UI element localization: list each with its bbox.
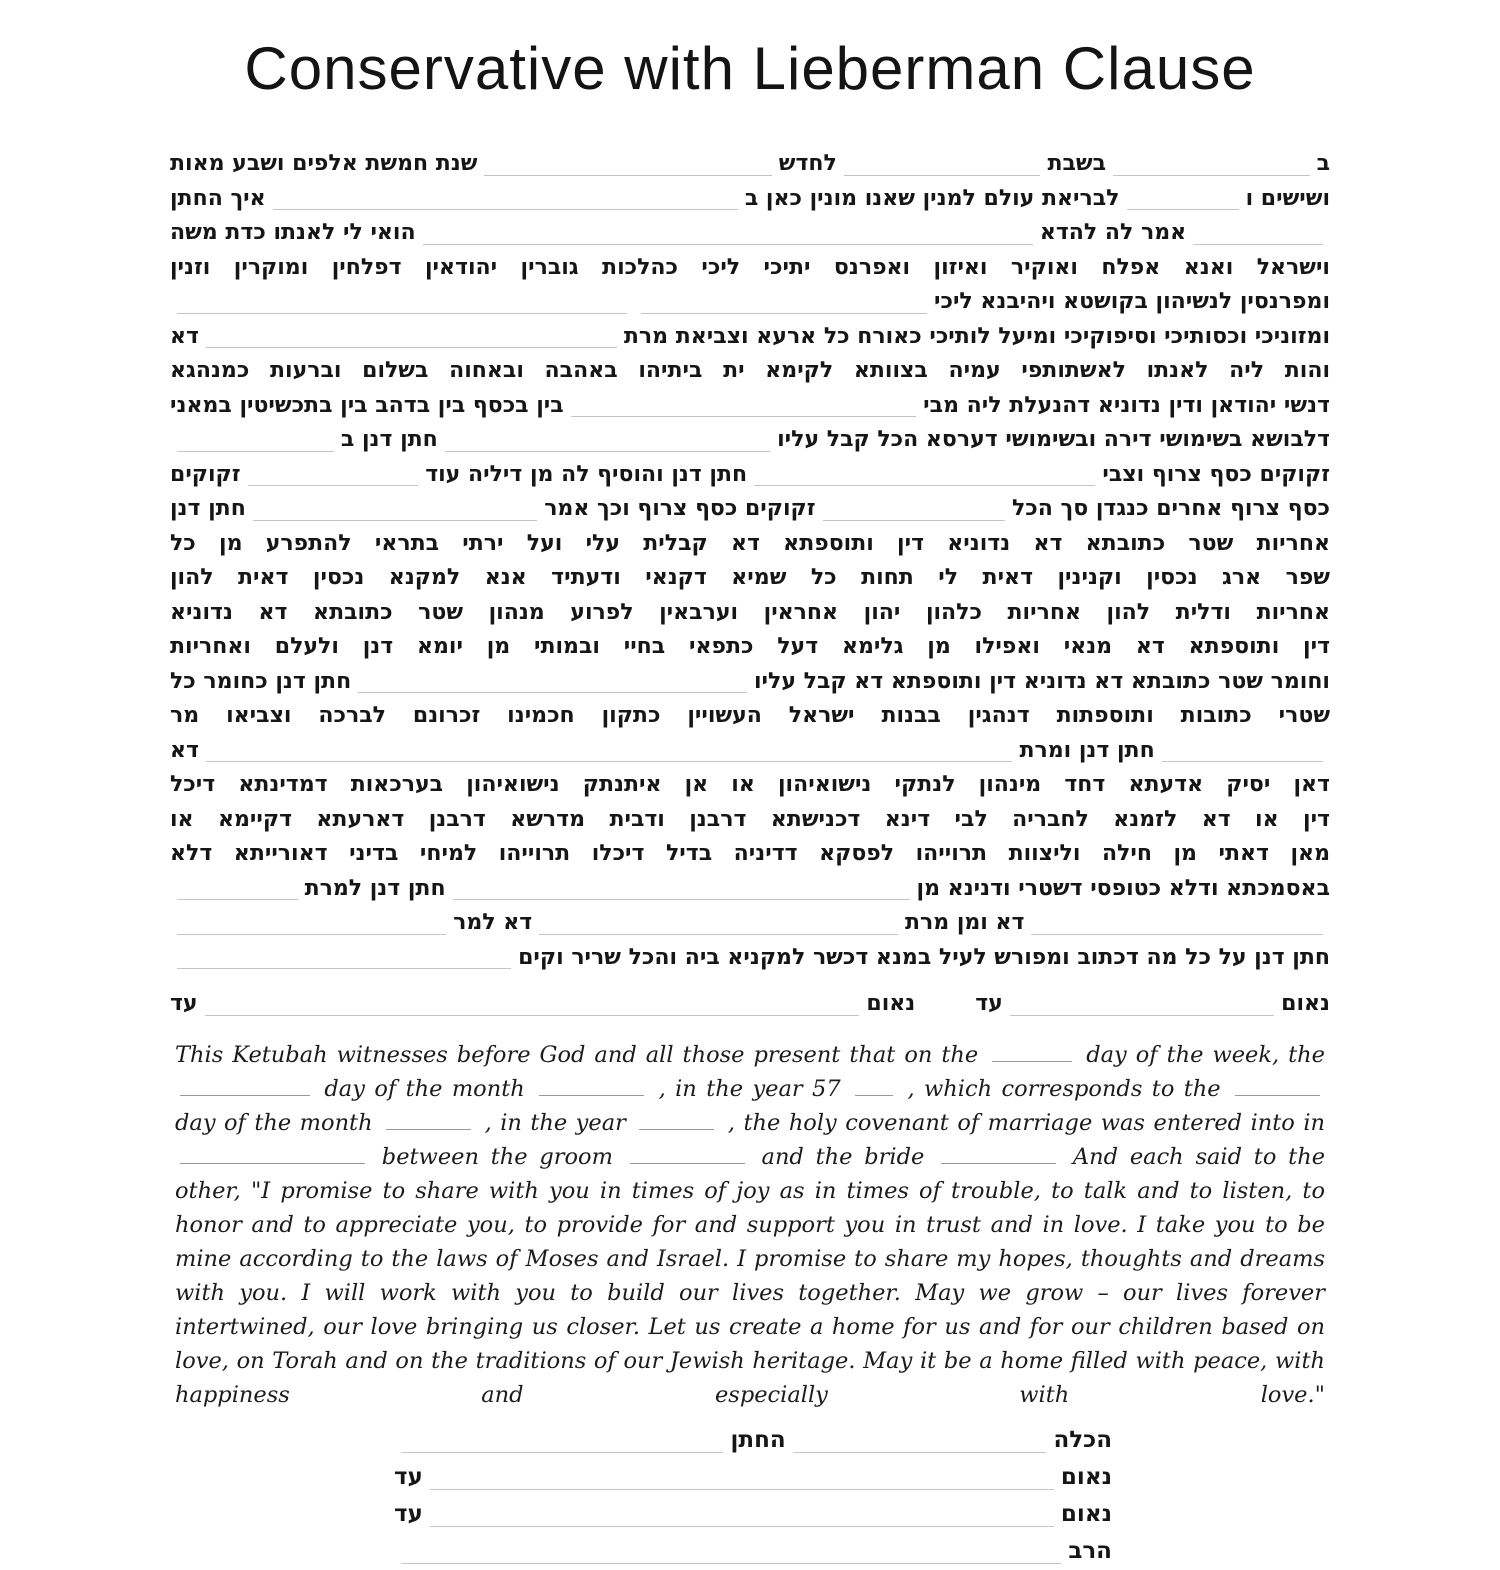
fill-in-blank[interactable] <box>1127 203 1239 210</box>
fill-in-blank[interactable] <box>793 1446 1047 1453</box>
english-translation-text <box>175 1038 1325 1412</box>
fill-in-blank[interactable] <box>253 514 537 521</box>
fill-in-blank[interactable] <box>1113 169 1310 176</box>
hebrew-contract-line: מאן דאתי מן חילה וליצוות תרוייהו לפסקא דדיניה בדיל דיכלו תרוייהו למיחי בדיני דאורייתא דלא <box>170 841 1330 866</box>
fill-in-blank[interactable] <box>430 1520 1054 1527</box>
hebrew-contract-line <box>170 906 1330 941</box>
fill-in-blank[interactable] <box>823 514 1005 521</box>
hebrew-contract-line: דין או דא לזמנא לחבריה לבי דינא דכנישתא דרבנן ודבית מדרשא דרבנן דארעתא דקיימא או <box>170 806 1330 832</box>
fill-in-blank[interactable] <box>1010 1009 1274 1016</box>
hebrew-contract-line <box>170 147 1330 182</box>
fill-in-blank[interactable] <box>1162 755 1323 762</box>
fill-in-blank[interactable] <box>177 928 446 935</box>
hebrew-text: דנשי יהודאן ודין נדוניא דהנעלת ליה מבי <box>923 392 1330 418</box>
fill-in-blank[interactable] <box>206 341 617 348</box>
hebrew-text: הכלה <box>1053 1426 1112 1453</box>
hebrew-text: וחומר שטר כתובתא דא נדוניא דין ותוספתא דא קבל עליו <box>754 668 1330 694</box>
hebrew-text: חתן דנן על כל מה דכתוב ומפורש לעיל במנא דכשר למקניא ביה והכל שריר וקים <box>518 944 1330 970</box>
fill-in-blank[interactable] <box>1193 238 1323 245</box>
english-text: , in the year <box>484 1109 635 1136</box>
english-text: This Ketubah witnesses before God and all those present that on the <box>175 1041 988 1068</box>
hebrew-contract-line: דין ותוספתא דא מנאי ואפילו מן גלימא דעל כתפאי בחיי ובמותי מן יומא דנן ולעלם ואחריות <box>170 634 1330 659</box>
hebrew-text: לחדש <box>778 151 837 176</box>
fill-in-blank[interactable] <box>177 962 511 969</box>
hebrew-text: דא <box>170 737 199 763</box>
hebrew-text: עד <box>394 1500 423 1527</box>
hebrew-text: הואי לי לאנתו כדת משה <box>170 220 416 245</box>
hebrew-contract-line <box>170 458 1330 493</box>
hebrew-contract-line <box>170 941 1330 976</box>
hebrew-text: חתן דנן ב <box>340 427 438 452</box>
fill-in-blank[interactable] <box>445 445 770 452</box>
hebrew-contract-line <box>170 872 1330 907</box>
hebrew-text: חתן דנן למרת <box>304 875 446 901</box>
document-title: Conservative with Lieberman Clause <box>244 35 1256 102</box>
rabbi-signature-row <box>394 1533 1112 1570</box>
witness-1-signature-row <box>394 1459 1112 1496</box>
hebrew-contract-line <box>170 734 1330 769</box>
english-text: and the bride <box>761 1143 937 1170</box>
hebrew-text: חתן דנן כחומר כל <box>170 668 352 694</box>
fill-in-blank[interactable] <box>1031 928 1323 935</box>
fill-in-blank[interactable] <box>571 410 916 417</box>
fill-in-blank[interactable] <box>641 307 927 314</box>
hebrew-contract-line: והות ליה לאנתו לאשתותפי עמיה בצוותא לקימא ית ביתיהו באהבה ובאחוה בשלום וברעות כמנהגא <box>170 358 1330 383</box>
signature-section <box>394 1422 1112 1570</box>
hebrew-text: נאום <box>1060 1500 1112 1527</box>
fill-in-blank[interactable] <box>539 928 898 935</box>
english-text: , in the year 57 <box>658 1075 851 1102</box>
hebrew-text: נאום <box>866 991 916 1016</box>
witness-signature-row <box>170 987 1330 1022</box>
fill-in-blank[interactable] <box>273 203 738 210</box>
english-text: between the groom <box>381 1143 625 1170</box>
hebrew-text: עד <box>394 1463 423 1490</box>
english-text: day of the month <box>324 1075 535 1102</box>
hebrew-text: ושישים ו <box>1245 185 1330 211</box>
hebrew-text: חתן דנן <box>170 496 246 521</box>
hebrew-text: נאום <box>1060 1463 1112 1490</box>
hebrew-text: נאום <box>1281 991 1330 1016</box>
hebrew-text: איך החתן <box>170 185 266 211</box>
hebrew-text: שנת חמשת אלפים ושבע מאות <box>169 151 478 176</box>
fill-in-blank[interactable] <box>754 479 1095 486</box>
english-text: , which corresponds to the <box>907 1075 1231 1102</box>
hebrew-text: באסמכתא ודלא כטופסי דשטרי ודנינא מן <box>916 875 1330 901</box>
hebrew-contract-line: אחריות שטר כתובתא דא נדוניא דין ותוספתא דא קבלית עלי ועל ירתי בתראי להתפרע מן כל <box>170 530 1330 556</box>
fill-in-blank[interactable] <box>177 307 627 314</box>
fill-in-blank[interactable] <box>386 1125 471 1130</box>
hebrew-contract-line <box>170 492 1330 527</box>
hebrew-text: כסף צרוף אחרים כנגדן סך הכל <box>1011 496 1330 521</box>
fill-in-blank[interactable] <box>205 1009 860 1016</box>
fill-in-blank[interactable] <box>180 1159 365 1164</box>
hebrew-text: עד <box>170 991 198 1016</box>
fill-in-blank[interactable] <box>630 1159 745 1164</box>
hebrew-text: אמר לה להדא <box>1039 220 1187 245</box>
fill-in-blank[interactable] <box>401 1446 723 1453</box>
hebrew-contract-text <box>170 147 1330 1022</box>
hebrew-contract-line: דאן יסיק אדעתא דחד מינהון לנתקי נישואיהון או אן איתנתק נישואיהון בערכאות דמדינתא דיכל <box>170 772 1330 797</box>
hebrew-text: בין בכסף בין בדהב בין בתכשיטין במאני <box>170 392 564 418</box>
hebrew-text: דלבושא בשימושי דירה ובשימושי דערסא הכל קבל עליו <box>777 427 1330 452</box>
hebrew-text: זקוקים כסף צרוף וכך אמר <box>544 496 816 521</box>
hebrew-contract-line <box>170 665 1330 700</box>
fill-in-blank[interactable] <box>180 1091 310 1096</box>
english-text: day of the week, the <box>1086 1041 1325 1068</box>
hebrew-text: עד <box>975 991 1003 1016</box>
hebrew-contract-line <box>170 389 1330 424</box>
english-text: And each said to the other, "I promise to share with you in times of joy as in times of trouble, to talk and to listen, to honor and to appreciate you, to provide for and support you in trust and in love. I take you to be mine according to the laws of Moses and Israel. I promise to share my hopes, thoughts and dreams with you. I will work with you to build our lives together. May we grow – our lives forever intertwined, our love bringing us closer. Let us create a home for us and for our children based on love, on Torah and on the traditions of our Jewish heritage. May it be a home filled with peace, with happiness and especially with love." <box>175 1143 1326 1408</box>
fill-in-blank[interactable] <box>539 1091 644 1096</box>
fill-in-blank[interactable] <box>1235 1091 1320 1096</box>
witness-2-signature-row <box>394 1496 1112 1533</box>
fill-in-blank[interactable] <box>844 169 1041 176</box>
fill-in-blank[interactable] <box>639 1125 714 1130</box>
spacer <box>915 1021 975 1022</box>
hebrew-text: לבריאת עולם למנין שאנו מונין כאן ב <box>744 185 1120 211</box>
hebrew-text: ב <box>1316 151 1330 176</box>
fill-in-blank[interactable] <box>206 755 1013 762</box>
hebrew-contract-line <box>170 216 1330 251</box>
hebrew-text: ומזוניכי וכסותיכי וסיפוקיכי ומיעל לותיכי כאורח כל ארעא וצביאת מרת <box>623 323 1330 349</box>
hebrew-text: חתן דנן והוסיף לה מן דיליה עוד <box>425 461 748 487</box>
fill-in-blank[interactable] <box>423 238 1033 245</box>
fill-in-blank[interactable] <box>855 1091 893 1096</box>
hebrew-contract-line: אחריות ודלית להון אחריות כלהון יהון אחראין וערבאין לפרוע מנהון שטר כתובתא דא נדוניא <box>170 599 1330 625</box>
fill-in-blank[interactable] <box>430 1483 1054 1490</box>
fill-in-blank[interactable] <box>453 893 910 900</box>
hebrew-contract-line: שפר ארג נכסין וקנינין דאית לי תחות כל שמיא דקנאי ודעתיד אנא למקנא נכסין דאית להון <box>170 565 1330 590</box>
hebrew-text: חתן דנן ומרת <box>1019 737 1155 763</box>
hebrew-text: דא למר <box>453 910 533 935</box>
bride-groom-signature-row <box>394 1422 1112 1459</box>
hebrew-text: החתן <box>730 1426 786 1453</box>
hebrew-text: זקוקים <box>170 461 241 487</box>
fill-in-blank[interactable] <box>941 1159 1056 1164</box>
hebrew-contract-line <box>170 423 1330 458</box>
english-text: day of the month <box>175 1109 382 1136</box>
fill-in-blank[interactable] <box>248 479 419 486</box>
fill-in-blank[interactable] <box>401 1557 1061 1564</box>
hebrew-contract-line: וישראל ואנא אפלח ואוקיר ואיזון ואפרנס יתיכי ליכי כהלכות גוברין יהודאין דפלחין ומוקרין וזנין <box>170 254 1330 280</box>
fill-in-blank[interactable] <box>358 686 747 693</box>
hebrew-text: דא <box>170 323 199 349</box>
hebrew-text: ומפרנסין לנשיהון בקושטא ויהיבנא ליכי <box>934 289 1330 314</box>
hebrew-contract-line: שטרי כתובות ותוספתות דנהגין בבנות ישראל העשויין כתקון חכמינו זכרונם לברכה וצביאו מר <box>170 703 1330 728</box>
fill-in-blank[interactable] <box>177 893 298 900</box>
hebrew-text: זקוקים כסף צרוף וצבי <box>1102 461 1330 487</box>
fill-in-blank[interactable] <box>177 445 334 452</box>
hebrew-contract-line <box>170 285 1330 320</box>
hebrew-text: בשבת <box>1047 151 1106 176</box>
hebrew-contract-line <box>170 320 1330 355</box>
fill-in-blank[interactable] <box>484 169 771 176</box>
hebrew-text: דא ומן מרת <box>904 910 1025 935</box>
fill-in-blank[interactable] <box>992 1057 1072 1062</box>
english-text: , the holy covenant of marriage was entered into in <box>727 1109 1326 1136</box>
hebrew-contract-line <box>170 182 1330 217</box>
hebrew-text: הרב <box>1068 1537 1112 1564</box>
